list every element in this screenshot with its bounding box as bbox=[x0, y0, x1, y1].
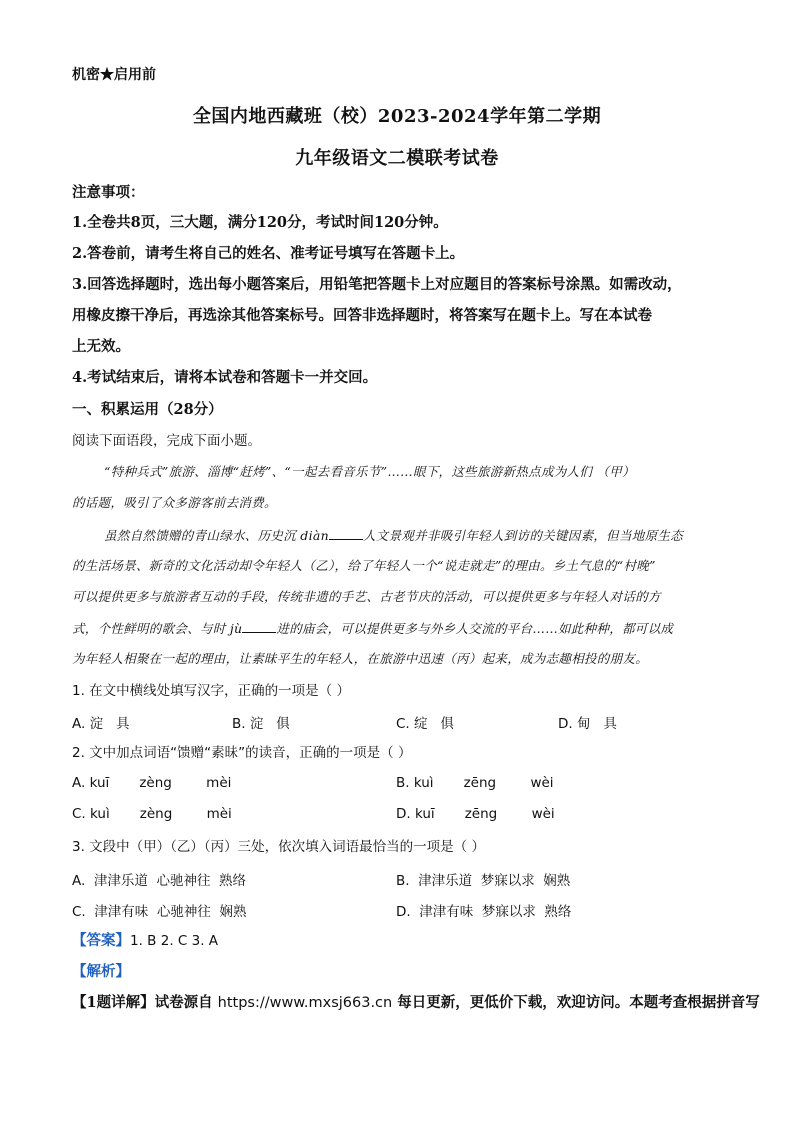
passage-p1-line1: “特种兵式”旅游、淄博“赶烤”、“一起去看音乐节”……眼下，这些旅游新热点成为人们 （甲） bbox=[104, 464, 635, 479]
q1-stem: 1. 在文中横线处填写汉字，正确的一项是（ ） bbox=[72, 683, 350, 699]
answer-tag: 【答案】 bbox=[72, 932, 130, 949]
q3-option-d: D. 津津有味 梦寐以求 熟络 bbox=[396, 904, 572, 920]
analysis-line bbox=[72, 962, 732, 982]
q3-option-b: B. 津津乐道 梦寐以求 娴熟 bbox=[396, 873, 571, 889]
q2-option-b: B. kuì zēng wèi bbox=[396, 775, 554, 791]
answer-line bbox=[72, 931, 732, 951]
q2-option-d: D. kuī zēng wèi bbox=[396, 806, 555, 822]
q3-option-a: A. 津津乐道 心驰神往 熟络 bbox=[72, 873, 247, 889]
passage-p2-line2: 的生活场景、新奇的文化活动却令年轻人（乙），给了年轻人一个“说走就走”的理由。乡土气息的“村晚” bbox=[72, 558, 656, 573]
passage-p2-line1 bbox=[104, 525, 732, 546]
note-3-line3: 上无效。 bbox=[72, 338, 130, 355]
q2-stem: 2. 文中加点词语“馈赠“素昧”的读音，正确的一项是（ ） bbox=[72, 745, 412, 761]
passage-p2-line5: 为年轻人相聚在一起的理由，让素昧平生的年轻人，在旅游中迅速（丙）起来，成为志趣相投的朋友。 bbox=[72, 651, 649, 666]
detail-suffix: 每日更新，更低价下载，欢迎访问。本题考查根据拼音写 bbox=[392, 994, 760, 1011]
detail-tag: 【1题详解】 bbox=[72, 994, 155, 1011]
passage-p2-line4-post: 进的庙会，可以提供更多与外乡人交流的平台……如此种种，都可以成 bbox=[276, 621, 674, 636]
passage-p2-line1-post: 人文景观并非吸引年轻人到访的关键因素，但当地原生态 bbox=[362, 528, 683, 543]
q2-option-a: A. kuī zèng mèi bbox=[72, 775, 232, 791]
exam-title-line1: 全国内地西藏班（校）2023-2024学年第二学期 bbox=[192, 106, 602, 127]
detail-prefix: 试卷源自 bbox=[154, 994, 218, 1011]
notes-heading: 注意事项： bbox=[72, 184, 145, 201]
analysis-tag: 【解析】 bbox=[72, 963, 130, 980]
section-heading: 一、积累运用（28分） bbox=[72, 401, 223, 418]
q1-option-a: A. 淀 具 bbox=[72, 716, 130, 732]
passage-p2-line3: 可以提供更多与旅游者互动的手段，传统非遗的手艺、古老节庆的活动，可以提供更多与年轻人对话的方 bbox=[72, 589, 661, 604]
reading-instruction: 阅读下面语段，完成下面小题。 bbox=[72, 433, 261, 449]
note-3-line2: 用橡皮擦干净后，再选涂其他答案标号。回答非选择题时，将答案写在题卡上。写在本试卷 bbox=[72, 307, 652, 324]
fill-blank-2 bbox=[242, 618, 276, 633]
note-1: 1.全卷共8页，三大题，满分120分，考试时间120分钟。 bbox=[72, 214, 448, 231]
detail-line bbox=[72, 993, 760, 1013]
passage-p2-line4-pre: 式，个性鲜明的歌会、与时 jù bbox=[72, 621, 243, 636]
note-2: 2.答卷前，请考生将自己的姓名、准考证号填写在答题卡上。 bbox=[72, 245, 465, 262]
passage-p2-line4 bbox=[72, 618, 732, 639]
note-3-line1: 3.回答选择题时，选出每小题答案后，用铅笔把答题卡上对应题目的答案标号涂黑。如需改动， bbox=[72, 276, 682, 293]
fill-blank-1 bbox=[329, 525, 363, 540]
q3-stem: 3. 文段中（甲）（乙）（丙）三处，依次填入词语最恰当的一项是（ ） bbox=[72, 839, 485, 855]
secret-label: 机密★启用前 bbox=[72, 67, 156, 83]
q1-option-b: B. 淀 俱 bbox=[232, 716, 290, 732]
exam-title-line2: 九年级语文二模联考试卷 bbox=[295, 148, 499, 169]
passage-p2-line1-pre: 虽然自然馈赠的青山绿水、历史沉 diàn bbox=[104, 528, 329, 543]
passage-p1-line2: 的话题，吸引了众多游客前去消费。 bbox=[72, 495, 277, 510]
q1-option-d: D. 甸 具 bbox=[558, 716, 617, 732]
source-link[interactable]: https://www.mxsj663.cn bbox=[217, 995, 393, 1011]
answer-text: 1. B 2. C 3. A bbox=[130, 933, 219, 949]
q2-option-c: C. kuì zèng mèi bbox=[72, 806, 232, 822]
note-4: 4.考试结束后，请将本试卷和答题卡一并交回。 bbox=[72, 369, 378, 386]
q1-option-c: C. 绽 俱 bbox=[396, 716, 454, 732]
q3-option-c: C. 津津有味 心驰神往 娴熟 bbox=[72, 904, 247, 920]
